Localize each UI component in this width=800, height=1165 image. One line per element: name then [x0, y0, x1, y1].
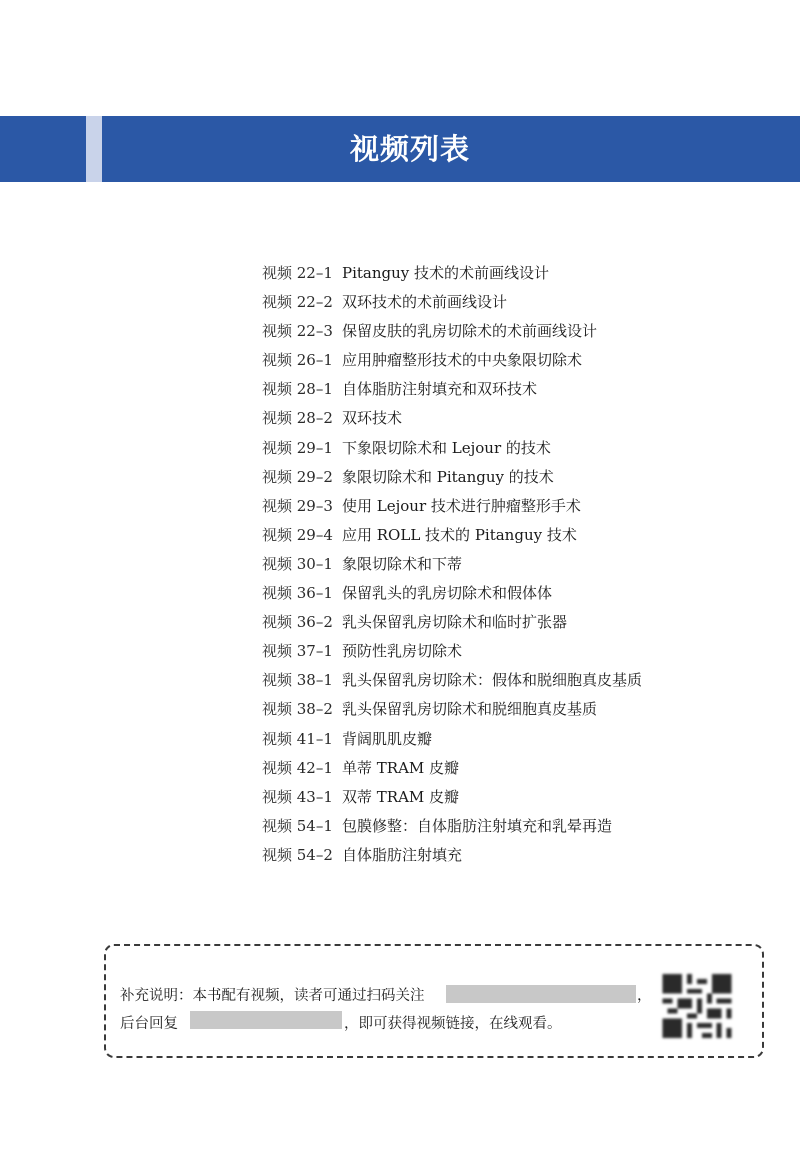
- qr-code-icon[interactable]: [662, 974, 732, 1038]
- list-item: [262, 695, 642, 724]
- video-code: 视频 29–1: [262, 438, 333, 457]
- note-line-2: 后台回复: [120, 1016, 178, 1032]
- video-title: 使用 Lejour 技术进行肿瘤整形手术: [342, 496, 581, 515]
- list-item: [262, 434, 642, 463]
- video-title: 单蒂 TRAM 皮瓣: [342, 758, 460, 777]
- video-code: 视频 54–2: [262, 845, 333, 864]
- list-item: [262, 754, 642, 783]
- redacted-account-name: [446, 985, 636, 1003]
- video-title: 应用 ROLL 技术的 Pitanguy 技术: [342, 525, 577, 544]
- list-item: [262, 404, 642, 433]
- list-item: [262, 637, 642, 666]
- video-title: 象限切除术和下蒂: [342, 554, 463, 573]
- list-item: [262, 725, 642, 754]
- video-code: 视频 37–1: [262, 642, 333, 661]
- video-title: 自体脂肪注射填充和双环技术: [342, 380, 538, 399]
- list-item: [262, 259, 642, 288]
- list-item: [262, 812, 642, 841]
- video-title: 乳头保留乳房切除术：假体和脱细胞真皮基质: [342, 671, 643, 690]
- video-title: 预防性乳房切除术: [342, 642, 463, 661]
- video-code: 视频 36–2: [262, 613, 333, 632]
- video-code: 视频 22–1: [262, 264, 333, 282]
- video-code: 视频 38–2: [262, 700, 333, 719]
- video-title: 应用肿瘤整形技术的中央象限切除术: [342, 351, 583, 370]
- video-code: 视频 28–1: [262, 380, 333, 399]
- video-code: 视频 30–1: [262, 554, 333, 573]
- video-title: 下象限切除术和 Lejour 的技术: [342, 438, 551, 457]
- list-item: [262, 579, 642, 608]
- video-title: 象限切除术和 Pitanguy 的技术: [342, 467, 554, 486]
- video-title: 自体脂肪注射填充: [342, 845, 463, 864]
- video-code: 视频 28–2: [262, 409, 333, 428]
- video-code: 视频 43–1: [262, 787, 333, 806]
- video-title: 包膜修整：自体脂肪注射填充和乳晕再造: [342, 816, 613, 835]
- video-code: 视频 22–3: [262, 322, 333, 341]
- video-code: 视频 26–1: [262, 351, 333, 370]
- video-code: 视频 38–1: [262, 671, 333, 690]
- page-title: 视频列表: [349, 132, 470, 166]
- video-title: 背阔肌肌皮瓣: [342, 729, 433, 748]
- video-title: 双蒂 TRAM 皮瓣: [342, 787, 460, 806]
- video-title: 双环技术: [342, 409, 403, 428]
- list-item: [262, 288, 642, 317]
- video-code: 视频 54–1: [262, 816, 333, 835]
- video-title: 乳头保留乳房切除术和脱细胞真皮基质: [342, 700, 598, 719]
- list-item: [262, 550, 642, 579]
- list-item: [262, 463, 642, 492]
- list-item: [262, 492, 642, 521]
- list-item: [262, 608, 642, 637]
- list-item: [262, 666, 642, 695]
- list-item: [262, 783, 642, 812]
- video-code: 视频 42–1: [262, 758, 333, 777]
- note-line-2-end: ，即可获得视频链接，在线观看。: [344, 1016, 562, 1032]
- video-code: 视频 29–4: [262, 525, 333, 544]
- video-code: 视频 41–1: [262, 729, 333, 748]
- list-item: [262, 346, 642, 375]
- video-code: 视频 36–1: [262, 584, 333, 603]
- note-line-1-end: ，: [637, 988, 652, 1004]
- video-title: Pitanguy 技术的术前画线设计: [342, 264, 550, 282]
- list-item: [262, 841, 642, 870]
- video-title: 保留乳头的乳房切除术和假体体: [342, 584, 553, 603]
- video-title: 双环技术的术前画线设计: [342, 293, 508, 312]
- video-list: [262, 259, 642, 870]
- list-item: [262, 521, 642, 550]
- video-title: 保留皮肤的乳房切除术的术前画线设计: [342, 322, 598, 341]
- video-code: 视频 29–2: [262, 467, 333, 486]
- redacted-keyword: [190, 1011, 342, 1029]
- video-title: 乳头保留乳房切除术和临时扩张器: [342, 613, 568, 632]
- list-item: [262, 375, 642, 404]
- video-code: 视频 29–3: [262, 496, 333, 515]
- note-line-1: 补充说明：本书配有视频，读者可通过扫码关注: [120, 988, 425, 1004]
- video-code: 视频 22–2: [262, 293, 333, 312]
- list-item: [262, 317, 642, 346]
